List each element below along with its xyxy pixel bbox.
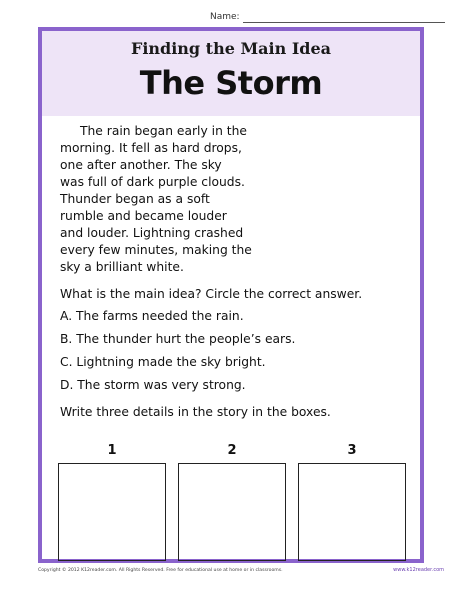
details-instruction: Write three details in the story in the boxes. — [60, 405, 331, 419]
story-line: Thunder began as a soft — [60, 192, 210, 206]
story-line: was full of dark purple clouds. — [60, 175, 245, 189]
story-line: every few minutes, making the — [60, 243, 252, 257]
answer-option-a[interactable]: A. The farms needed the rain. — [60, 309, 244, 323]
detail-box-number: 1 — [107, 443, 117, 458]
story-line: one after another. The sky — [60, 158, 222, 172]
story-line: morning. It fell as hard drops, — [60, 141, 242, 155]
detail-box-group-3 — [298, 443, 406, 561]
main-idea-question: What is the main idea? Circle the correct answer. — [60, 287, 363, 301]
title-band — [42, 31, 420, 116]
detail-box-group-1 — [58, 443, 166, 561]
detail-box-number: 2 — [227, 443, 237, 458]
detail-box-2[interactable] — [178, 463, 286, 561]
story-line: and louder. Lightning crashed — [60, 226, 244, 240]
website-link[interactable]: www.k12reader.com — [393, 567, 444, 573]
answer-option-d[interactable]: D. The storm was very strong. — [60, 378, 246, 392]
name-underline[interactable] — [243, 22, 445, 23]
detail-box-1[interactable] — [58, 463, 166, 561]
story-line: rumble and became louder — [60, 209, 227, 223]
worksheet-subtitle: Finding the Main Idea — [130, 39, 332, 58]
answer-option-b[interactable]: B. The thunder hurt the people’s ears. — [60, 332, 296, 346]
story-title: The Storm — [139, 64, 323, 102]
story-line: The rain began early in the — [80, 124, 247, 138]
answer-options — [60, 309, 295, 401]
detail-box-group-2 — [178, 443, 286, 561]
detail-box-3[interactable] — [298, 463, 406, 561]
story-passage — [60, 123, 300, 276]
name-field[interactable] — [210, 10, 445, 26]
answer-option-c[interactable]: C. Lightning made the sky bright. — [60, 355, 266, 369]
copyright-notice: Copyright © 2012 K12reader.com. All Rights Reserved. Free for educational use at home or in classrooms. — [38, 568, 283, 573]
name-label: Name: — [210, 12, 240, 22]
worksheet-frame — [38, 27, 424, 563]
detail-box-number: 3 — [347, 443, 357, 458]
story-line: sky a brilliant white. — [60, 260, 184, 274]
